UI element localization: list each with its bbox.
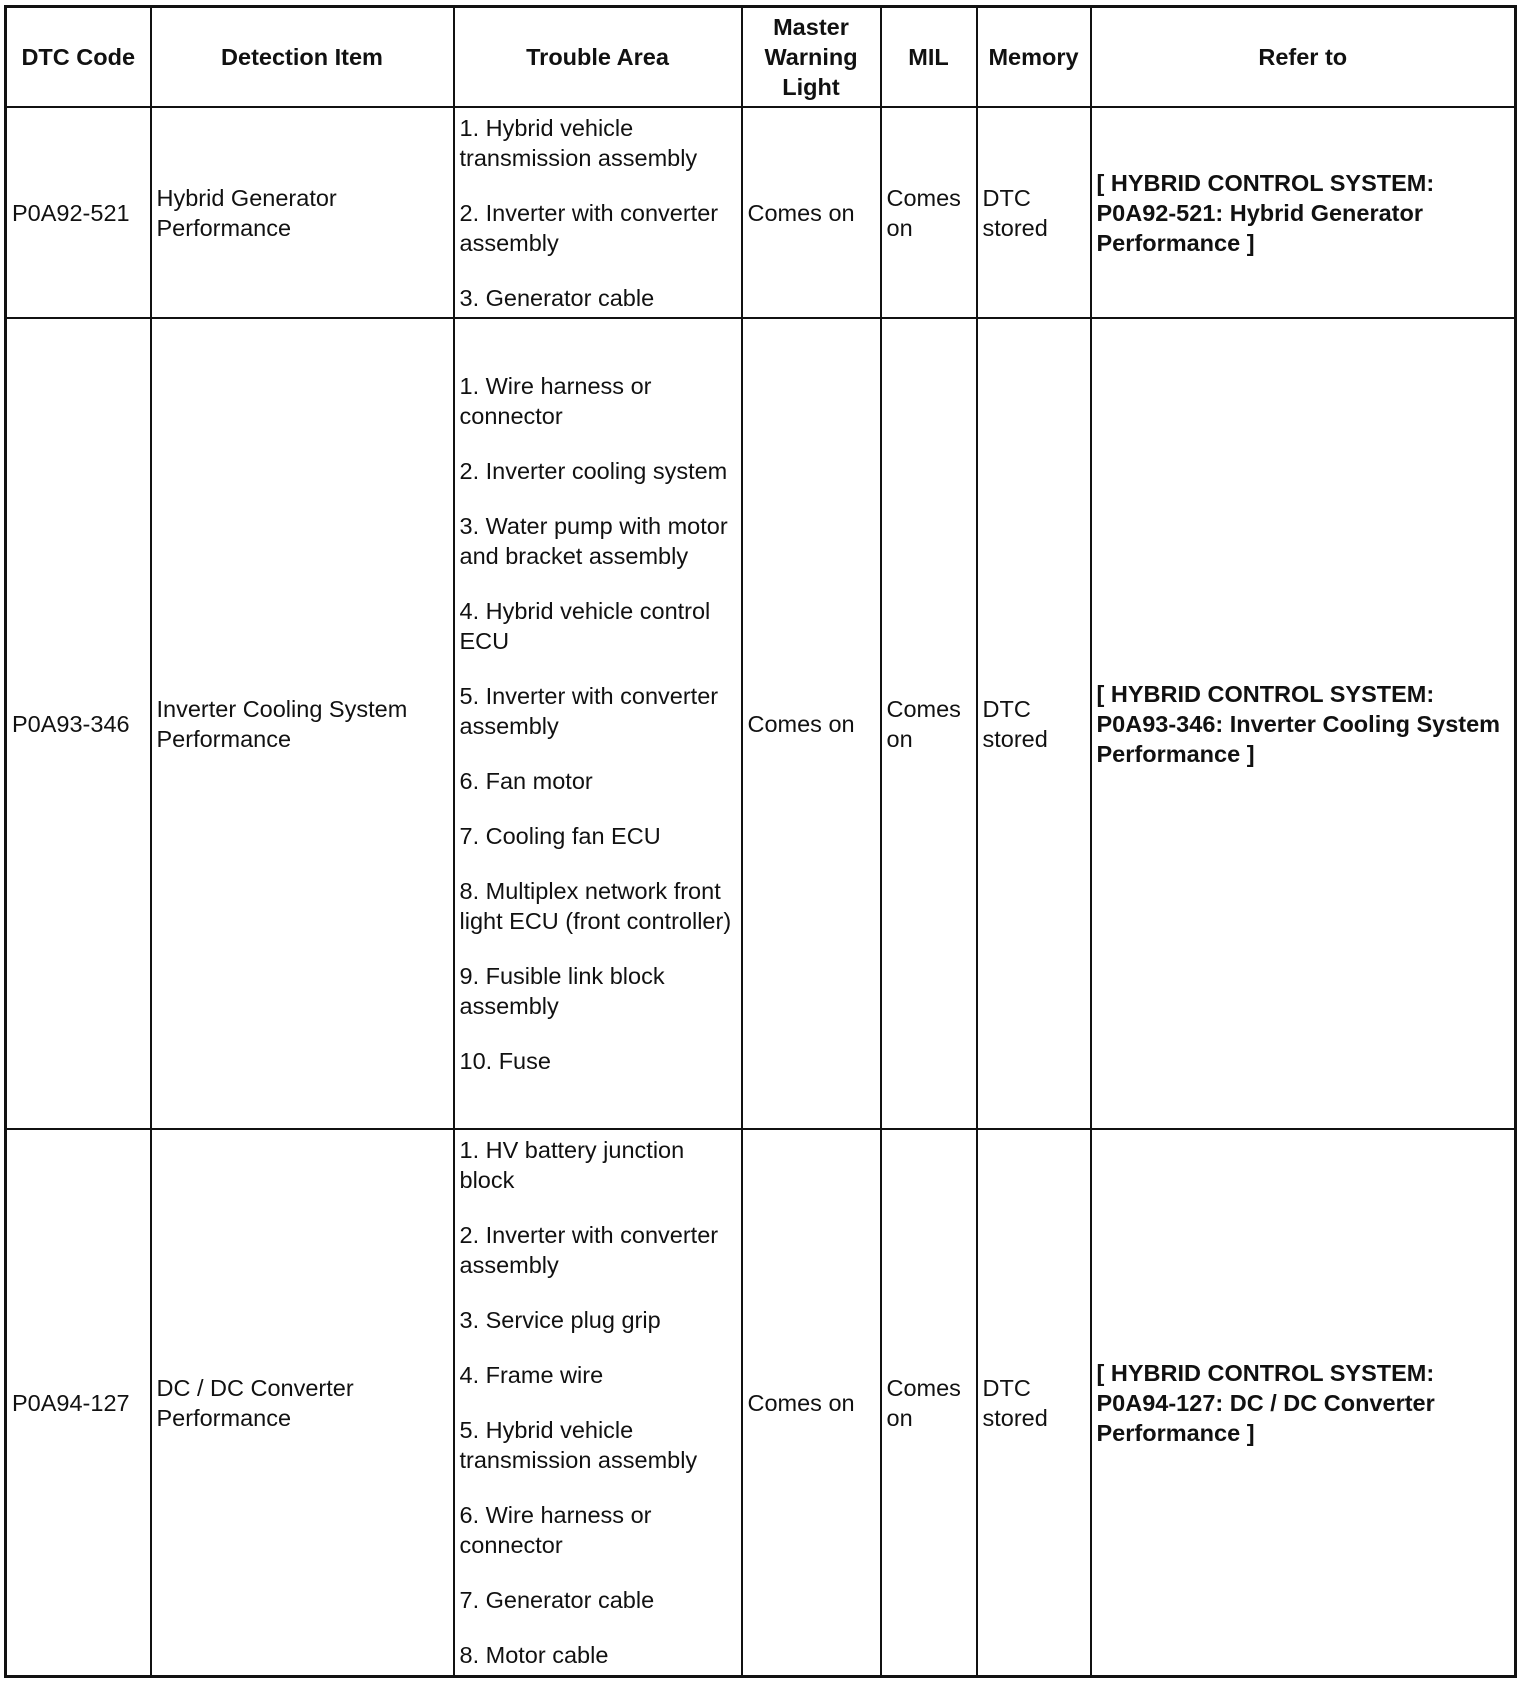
memory-cell: DTC stored bbox=[977, 318, 1091, 1129]
refer-to-link[interactable]: [ HYBRID CONTROL SYSTEM: P0A93-346: Inverter Cooling System Performance ] bbox=[1091, 318, 1516, 1129]
table-row bbox=[6, 1129, 1516, 1677]
trouble-area-item: 4. Frame wire bbox=[459, 1362, 604, 1388]
trouble-area-item: 5. Inverter with converter assembly bbox=[459, 683, 719, 739]
trouble-area-item: 7. Generator cable bbox=[459, 1587, 655, 1613]
header-mil: MIL bbox=[881, 7, 977, 108]
trouble-area-item: 1. Hybrid vehicle transmission assembly bbox=[459, 114, 698, 171]
trouble-area-item: 2. Inverter cooling system bbox=[459, 458, 728, 484]
trouble-area-item: 10. Fuse bbox=[459, 1048, 551, 1074]
header-row bbox=[6, 7, 1516, 108]
mil-cell: Comes on bbox=[881, 318, 977, 1129]
trouble-area-item: 8. Multiplex network front light ECU (front controller) bbox=[459, 878, 732, 934]
header-dtc-code: DTC Code bbox=[6, 7, 151, 108]
trouble-area-item: 7. Cooling fan ECU bbox=[459, 823, 661, 849]
master-warning-light-cell: Comes on bbox=[742, 107, 881, 318]
trouble-area-cell bbox=[454, 1129, 742, 1677]
dtc-code-cell: P0A93-346 bbox=[6, 318, 151, 1129]
trouble-area-item: 8. Motor cable bbox=[459, 1642, 609, 1668]
detection-item-cell: Hybrid Generator Performance bbox=[151, 107, 454, 318]
trouble-area-cell bbox=[454, 107, 742, 318]
trouble-area-item: 1. HV battery junction block bbox=[459, 1137, 685, 1193]
header-trouble-area: Trouble Area bbox=[454, 7, 742, 108]
trouble-area-cell bbox=[454, 318, 742, 1129]
mil-cell: Comes on bbox=[881, 107, 977, 318]
master-warning-light-cell: Comes on bbox=[742, 318, 881, 1129]
trouble-area-item: 6. Wire harness or connector bbox=[459, 1502, 652, 1558]
header-master-warning-light: Master Warning Light bbox=[742, 7, 881, 108]
mil-cell: Comes on bbox=[881, 1129, 977, 1677]
memory-cell: DTC stored bbox=[977, 1129, 1091, 1677]
refer-to-link[interactable]: [ HYBRID CONTROL SYSTEM: P0A94-127: DC / DC Converter Performance ] bbox=[1091, 1129, 1516, 1677]
trouble-area-item: 3. Service plug grip bbox=[459, 1307, 661, 1333]
table-row bbox=[6, 318, 1516, 1129]
header-detection-item: Detection Item bbox=[151, 7, 454, 108]
detection-item-cell: Inverter Cooling System Performance bbox=[151, 318, 454, 1129]
trouble-area-item: 2. Inverter with converter assembly bbox=[459, 199, 719, 256]
dtc-table bbox=[4, 5, 1517, 1678]
trouble-area-item: 4. Hybrid vehicle control ECU bbox=[459, 598, 711, 654]
memory-cell: DTC stored bbox=[977, 107, 1091, 318]
dtc-table-container bbox=[4, 5, 1517, 1678]
dtc-code-cell: P0A94-127 bbox=[6, 1129, 151, 1677]
trouble-area-item: 3. Water pump with motor and bracket assembly bbox=[459, 513, 728, 569]
refer-to-link[interactable]: [ HYBRID CONTROL SYSTEM: P0A92-521: Hybrid Generator Performance ] bbox=[1091, 107, 1516, 318]
dtc-code-cell: P0A92-521 bbox=[6, 107, 151, 318]
trouble-area-item: 5. Hybrid vehicle transmission assembly bbox=[459, 1417, 698, 1473]
table-row bbox=[6, 107, 1516, 318]
trouble-area-item: 1. Wire harness or connector bbox=[459, 373, 652, 429]
header-memory: Memory bbox=[977, 7, 1091, 108]
trouble-area-item: 3. Generator cable bbox=[459, 284, 655, 311]
trouble-area-item: 9. Fusible link block assembly bbox=[459, 963, 665, 1019]
trouble-area-item: 2. Inverter with converter assembly bbox=[459, 1222, 719, 1278]
header-refer-to: Refer to bbox=[1091, 7, 1516, 108]
detection-item-cell: DC / DC Converter Performance bbox=[151, 1129, 454, 1677]
trouble-area-item: 6. Fan motor bbox=[459, 768, 593, 794]
master-warning-light-cell: Comes on bbox=[742, 1129, 881, 1677]
